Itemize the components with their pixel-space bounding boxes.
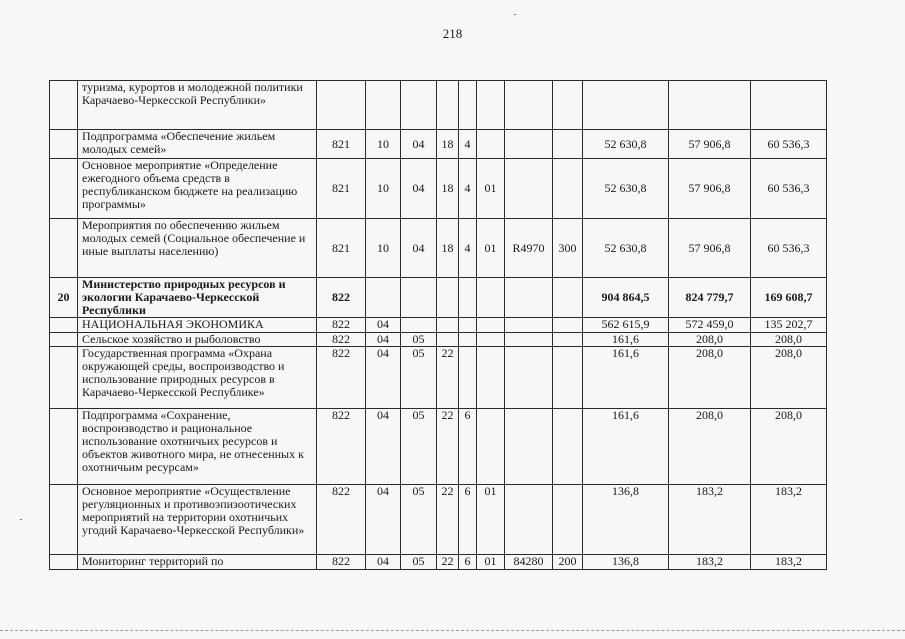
row-number-cell — [50, 555, 78, 570]
expense-type-cell — [553, 409, 583, 485]
subprogram-code-cell — [459, 81, 477, 130]
subprogram-code-cell: 6 — [459, 555, 477, 570]
expense-type-cell — [553, 318, 583, 333]
table-row — [50, 485, 827, 555]
table-row — [50, 278, 827, 318]
amount-year-2-cell: 57 906,8 — [669, 219, 751, 278]
item-name-cell: Министерство природных ресурсов и экологии Карачаево-Черкесской Республики — [78, 278, 317, 318]
expense-type-cell — [553, 81, 583, 130]
ministry-code-cell: 821 — [317, 219, 366, 278]
expense-type-cell — [553, 333, 583, 347]
amount-year-3-cell: 183,2 — [751, 485, 827, 555]
activity-code-cell: 01 — [477, 485, 505, 555]
section-code-cell: 04 — [366, 318, 401, 333]
row-number-cell — [50, 409, 78, 485]
ministry-code-cell: 822 — [317, 485, 366, 555]
subsection-code-cell: 05 — [401, 555, 437, 570]
item-name-cell: Сельское хозяйство и рыболовство — [78, 333, 317, 347]
expense-direction-cell — [505, 81, 553, 130]
section-code-cell — [366, 278, 401, 318]
expense-type-cell: 300 — [553, 219, 583, 278]
subprogram-code-cell: 6 — [459, 485, 477, 555]
program-code-cell: 18 — [437, 219, 459, 278]
program-code-cell: 22 — [437, 347, 459, 409]
subprogram-code-cell: 6 — [459, 409, 477, 485]
budget-table-body — [50, 81, 827, 570]
expense-direction-cell — [505, 278, 553, 318]
table-row — [50, 333, 827, 347]
table-row — [50, 409, 827, 485]
ministry-code-cell: 822 — [317, 278, 366, 318]
row-number-cell — [50, 219, 78, 278]
amount-year-1-cell: 136,8 — [583, 555, 669, 570]
amount-year-3-cell: 169 608,7 — [751, 278, 827, 318]
expense-type-cell — [553, 347, 583, 409]
activity-code-cell — [477, 81, 505, 130]
section-code-cell: 04 — [366, 555, 401, 570]
amount-year-3-cell: 135 202,7 — [751, 318, 827, 333]
expense-direction-cell — [505, 485, 553, 555]
amount-year-1-cell: 52 630,8 — [583, 159, 669, 219]
amount-year-2-cell: 183,2 — [669, 485, 751, 555]
expense-direction-cell — [505, 409, 553, 485]
subprogram-code-cell: 4 — [459, 130, 477, 159]
section-code-cell: 10 — [366, 130, 401, 159]
subsection-code-cell — [401, 81, 437, 130]
amount-year-3-cell: 60 536,3 — [751, 219, 827, 278]
subprogram-code-cell: 4 — [459, 219, 477, 278]
program-code-cell: 18 — [437, 159, 459, 219]
section-code-cell: 04 — [366, 347, 401, 409]
section-code-cell: 10 — [366, 159, 401, 219]
section-code-cell: 04 — [366, 485, 401, 555]
amount-year-1-cell: 136,8 — [583, 485, 669, 555]
table-row — [50, 219, 827, 278]
expense-type-cell — [553, 485, 583, 555]
activity-code-cell — [477, 278, 505, 318]
expense-direction-cell — [505, 318, 553, 333]
activity-code-cell: 01 — [477, 219, 505, 278]
table-row — [50, 159, 827, 219]
program-code-cell: 22 — [437, 555, 459, 570]
expense-direction-cell — [505, 347, 553, 409]
activity-code-cell — [477, 347, 505, 409]
item-name-cell: Подпрограмма «Сохранение, воспроизводство и рациональное использование охотничьих ресурсов и объектов животного мира, не отнесенных к охотничьим ресурсам» — [78, 409, 317, 485]
scan-speck — [514, 14, 516, 15]
item-name-cell: НАЦИОНАЛЬНАЯ ЭКОНОМИКА — [78, 318, 317, 333]
ministry-code-cell: 821 — [317, 130, 366, 159]
program-code-cell — [437, 333, 459, 347]
subsection-code-cell — [401, 318, 437, 333]
program-code-cell — [437, 318, 459, 333]
row-number-cell — [50, 347, 78, 409]
amount-year-3-cell: 208,0 — [751, 333, 827, 347]
activity-code-cell — [477, 130, 505, 159]
amount-year-3-cell — [751, 81, 827, 130]
expense-direction-cell — [505, 130, 553, 159]
subsection-code-cell: 04 — [401, 130, 437, 159]
subsection-code-cell: 05 — [401, 485, 437, 555]
activity-code-cell: 01 — [477, 555, 505, 570]
program-code-cell: 18 — [437, 130, 459, 159]
activity-code-cell — [477, 409, 505, 485]
item-name-cell: Мониторинг территорий по — [78, 555, 317, 570]
item-name-cell: Основное мероприятие «Определение ежегодного объема средств в республиканском бюджете на реализацию программы» — [78, 159, 317, 219]
section-code-cell: 10 — [366, 219, 401, 278]
amount-year-1-cell: 52 630,8 — [583, 219, 669, 278]
amount-year-3-cell: 60 536,3 — [751, 159, 827, 219]
amount-year-1-cell: 161,6 — [583, 333, 669, 347]
amount-year-2-cell: 208,0 — [669, 347, 751, 409]
amount-year-3-cell: 183,2 — [751, 555, 827, 570]
expense-type-cell — [553, 159, 583, 219]
item-name-cell: Основное мероприятие «Осуществление регуляционных и противоэпизоотических мероприятий на территории охотничьих угодий Карачаево-Черкесской Республики» — [78, 485, 317, 555]
ministry-code-cell: 822 — [317, 409, 366, 485]
expense-direction-cell — [505, 333, 553, 347]
row-number-cell: 20 — [50, 278, 78, 318]
subsection-code-cell: 05 — [401, 333, 437, 347]
amount-year-2-cell: 208,0 — [669, 409, 751, 485]
amount-year-2-cell: 183,2 — [669, 555, 751, 570]
subprogram-code-cell — [459, 333, 477, 347]
amount-year-2-cell — [669, 81, 751, 130]
table-row — [50, 318, 827, 333]
amount-year-2-cell: 57 906,8 — [669, 130, 751, 159]
subprogram-code-cell — [459, 347, 477, 409]
ministry-code-cell: 821 — [317, 159, 366, 219]
amount-year-2-cell: 208,0 — [669, 333, 751, 347]
subsection-code-cell: 05 — [401, 409, 437, 485]
amount-year-3-cell: 208,0 — [751, 347, 827, 409]
table-row — [50, 130, 827, 159]
subprogram-code-cell — [459, 318, 477, 333]
item-name-cell: Подпрограмма «Обеспечение жильем молодых семей» — [78, 130, 317, 159]
budget-table — [49, 80, 827, 570]
item-name-cell: Мероприятия по обеспечению жильем молодых семей (Социальное обеспечение и иные выплаты населению) — [78, 219, 317, 278]
subsection-code-cell: 04 — [401, 219, 437, 278]
subprogram-code-cell — [459, 278, 477, 318]
amount-year-3-cell: 60 536,3 — [751, 130, 827, 159]
section-code-cell: 04 — [366, 409, 401, 485]
program-code-cell — [437, 278, 459, 318]
item-name-cell: Государственная программа «Охрана окружающей среды, воспроизводство и использование природных ресурсов в Карачаево-Черкесской Республике» — [78, 347, 317, 409]
activity-code-cell — [477, 333, 505, 347]
section-code-cell — [366, 81, 401, 130]
row-number-cell — [50, 159, 78, 219]
ministry-code-cell: 822 — [317, 347, 366, 409]
subsection-code-cell: 05 — [401, 347, 437, 409]
expense-type-cell — [553, 278, 583, 318]
ministry-code-cell: 822 — [317, 318, 366, 333]
amount-year-1-cell: 161,6 — [583, 409, 669, 485]
table-row — [50, 347, 827, 409]
ministry-code-cell: 822 — [317, 555, 366, 570]
amount-year-1-cell: 52 630,8 — [583, 130, 669, 159]
ministry-code-cell: 822 — [317, 333, 366, 347]
page-bottom-rule — [0, 630, 905, 631]
amount-year-1-cell: 904 864,5 — [583, 278, 669, 318]
row-number-cell — [50, 318, 78, 333]
activity-code-cell: 01 — [477, 159, 505, 219]
subsection-code-cell: 04 — [401, 159, 437, 219]
amount-year-2-cell: 57 906,8 — [669, 159, 751, 219]
expense-direction-cell: R4970 — [505, 219, 553, 278]
expense-direction-cell — [505, 159, 553, 219]
row-number-cell — [50, 130, 78, 159]
section-code-cell: 04 — [366, 333, 401, 347]
subprogram-code-cell: 4 — [459, 159, 477, 219]
activity-code-cell — [477, 318, 505, 333]
item-name-cell: туризма, курортов и молодежной политики Карачаево-Черкесской Республики» — [78, 81, 317, 130]
table-row — [50, 555, 827, 570]
ministry-code-cell — [317, 81, 366, 130]
table-row — [50, 81, 827, 130]
expense-type-cell: 200 — [553, 555, 583, 570]
page-number: 218 — [442, 26, 463, 41]
amount-year-3-cell: 208,0 — [751, 409, 827, 485]
amount-year-2-cell: 824 779,7 — [669, 278, 751, 318]
row-number-cell — [50, 485, 78, 555]
program-code-cell — [437, 81, 459, 130]
expense-direction-cell: 84280 — [505, 555, 553, 570]
program-code-cell: 22 — [437, 485, 459, 555]
scan-speck — [20, 519, 22, 520]
row-number-cell — [50, 333, 78, 347]
subsection-code-cell — [401, 278, 437, 318]
amount-year-1-cell: 562 615,9 — [583, 318, 669, 333]
program-code-cell: 22 — [437, 409, 459, 485]
row-number-cell — [50, 81, 78, 130]
amount-year-1-cell: 161,6 — [583, 347, 669, 409]
amount-year-2-cell: 572 459,0 — [669, 318, 751, 333]
amount-year-1-cell — [583, 81, 669, 130]
expense-type-cell — [553, 130, 583, 159]
